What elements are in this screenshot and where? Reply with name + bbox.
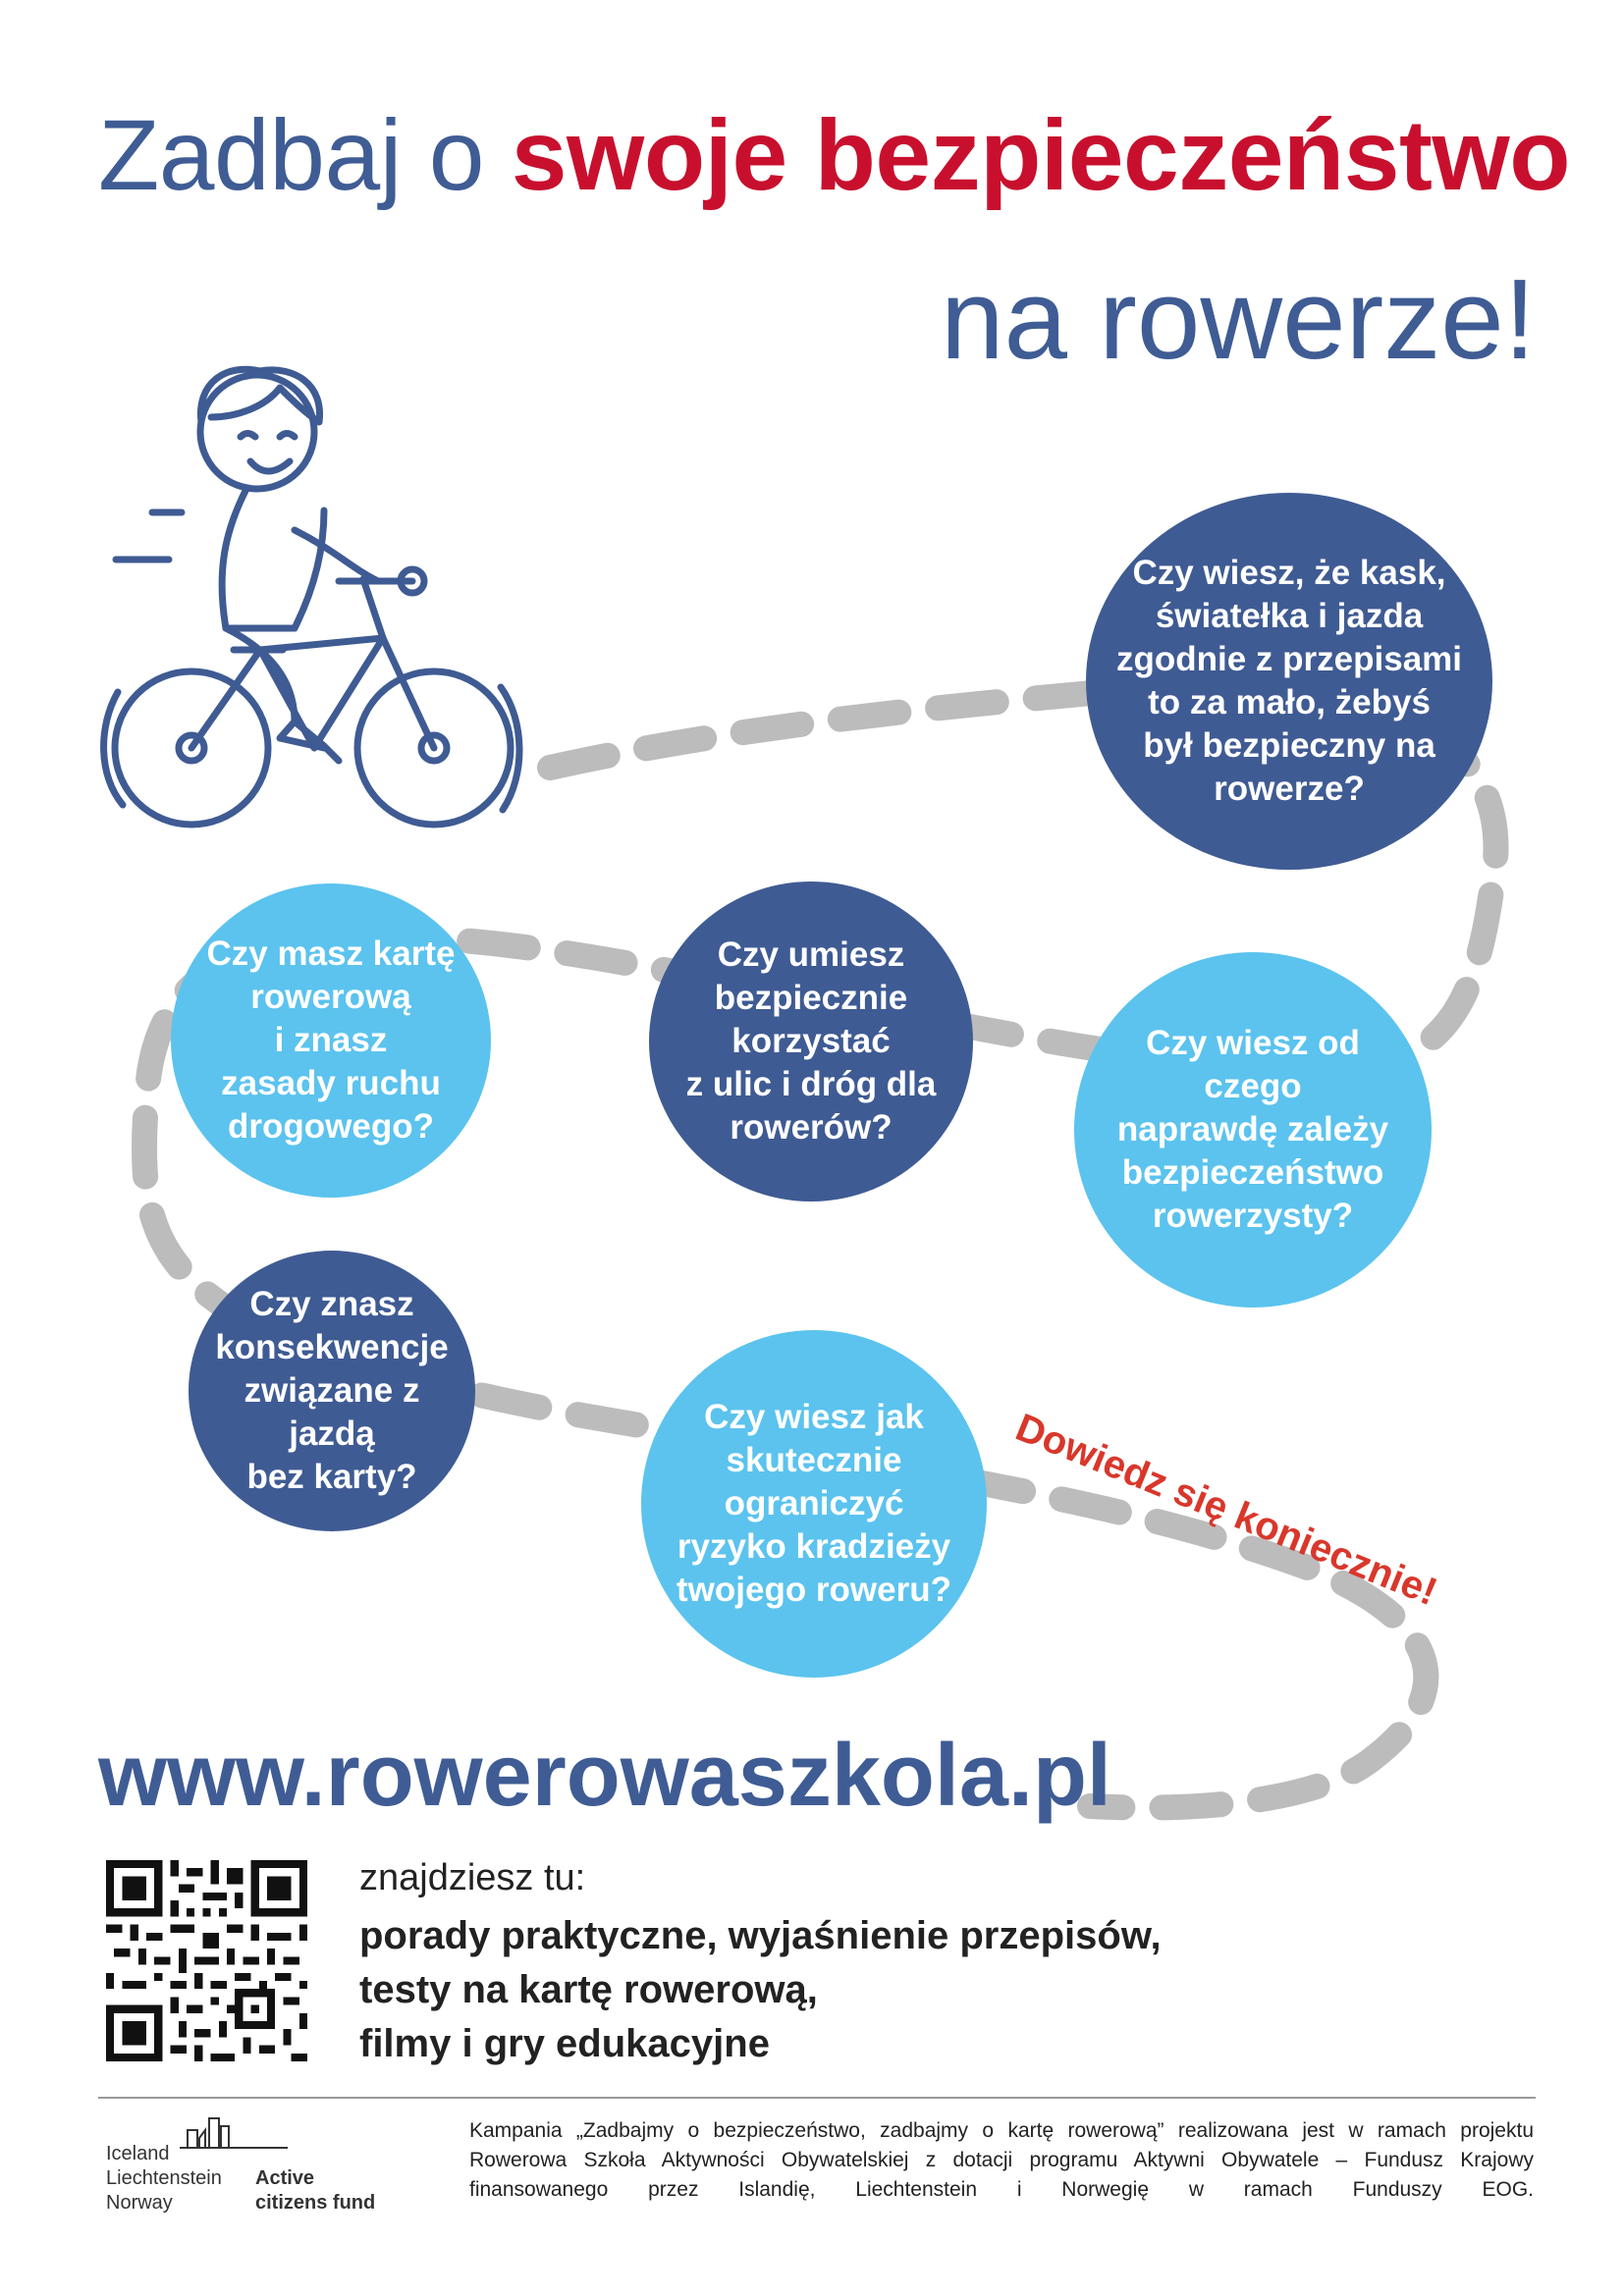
cyclist-icon	[104, 369, 519, 825]
page-title-line2: na rowerze!	[940, 255, 1536, 383]
title-highlight: swoje bezpieczeństwo	[511, 99, 1571, 211]
find-list-item: porady praktyczne, wyjaśnienie przepisów,	[359, 1914, 1162, 1957]
question-bubble-card	[171, 883, 491, 1198]
fund-name-line: Active	[255, 2167, 315, 2189]
fund-name	[255, 2166, 375, 2216]
question-bubble-helmet	[1086, 493, 1492, 870]
title-prefix: Zadbaj o	[98, 99, 484, 211]
active-citizens-fund-logo	[106, 2110, 381, 2228]
country-name: Liechtenstein	[106, 2167, 222, 2189]
country-name: Norway	[106, 2192, 173, 2214]
bubble-text: Czy znasz konsekwencje związane z jazdą bez karty?	[215, 1285, 449, 1496]
website-link[interactable]: www.rowerowaszkola.pl	[98, 1727, 1111, 1825]
bubble-text: Czy wiesz, że kask, światełka i jazda zgodnie z przepisami to za mało, żebyś był bezpieczny na rowerze?	[1116, 554, 1462, 808]
callout-text: Dowiedz się koniecznie!	[1009, 1406, 1443, 1615]
fund-name-line: citizens fund	[255, 2192, 376, 2214]
bubble-text: Czy wiesz od czego naprawdę zależy bezpieczeństwo rowerzysty?	[1116, 1024, 1389, 1235]
question-bubble-consequences	[189, 1251, 475, 1531]
country-name: Iceland	[106, 2143, 170, 2164]
footer-divider	[98, 2097, 1536, 2099]
find-list	[359, 1909, 1162, 2071]
funder-countries	[106, 2142, 222, 2216]
bubble-text: Czy masz kartę rowerową i znasz zasady ruchu drogowego?	[206, 934, 456, 1146]
bubble-text: Czy umiesz bezpiecznie korzystać z ulic i dróg dla rowerów?	[685, 935, 937, 1147]
question-bubble-theft	[641, 1330, 987, 1678]
find-intro: znajdziesz tu:	[359, 1857, 586, 1898]
find-list-item: filmy i gry edukacyjne	[359, 2022, 770, 2065]
campaign-footnote: Kampania „Zadbajmy o bezpieczeństwo, zadbajmy o kartę rowerową” realizowana jest w ramach projektu Rowerowa Szkoła Aktywności Obywatelskiej z dotacji programu Aktywni Obywatele – Fundusz Krajowy finansowanego przez Islandię, Liechtenstein i Norwegię w ramach Funduszy EOG.	[469, 2119, 1534, 2201]
question-bubble-streets	[649, 881, 973, 1201]
find-list-item: testy na kartę rowerową,	[359, 1968, 818, 2011]
qr-code-icon[interactable]	[106, 1860, 307, 2061]
question-bubble-safety	[1074, 952, 1432, 1308]
bubble-text: Czy wiesz jak skutecznie ograniczyć ryzyko kradzieży twojego roweru?	[677, 1398, 951, 1609]
